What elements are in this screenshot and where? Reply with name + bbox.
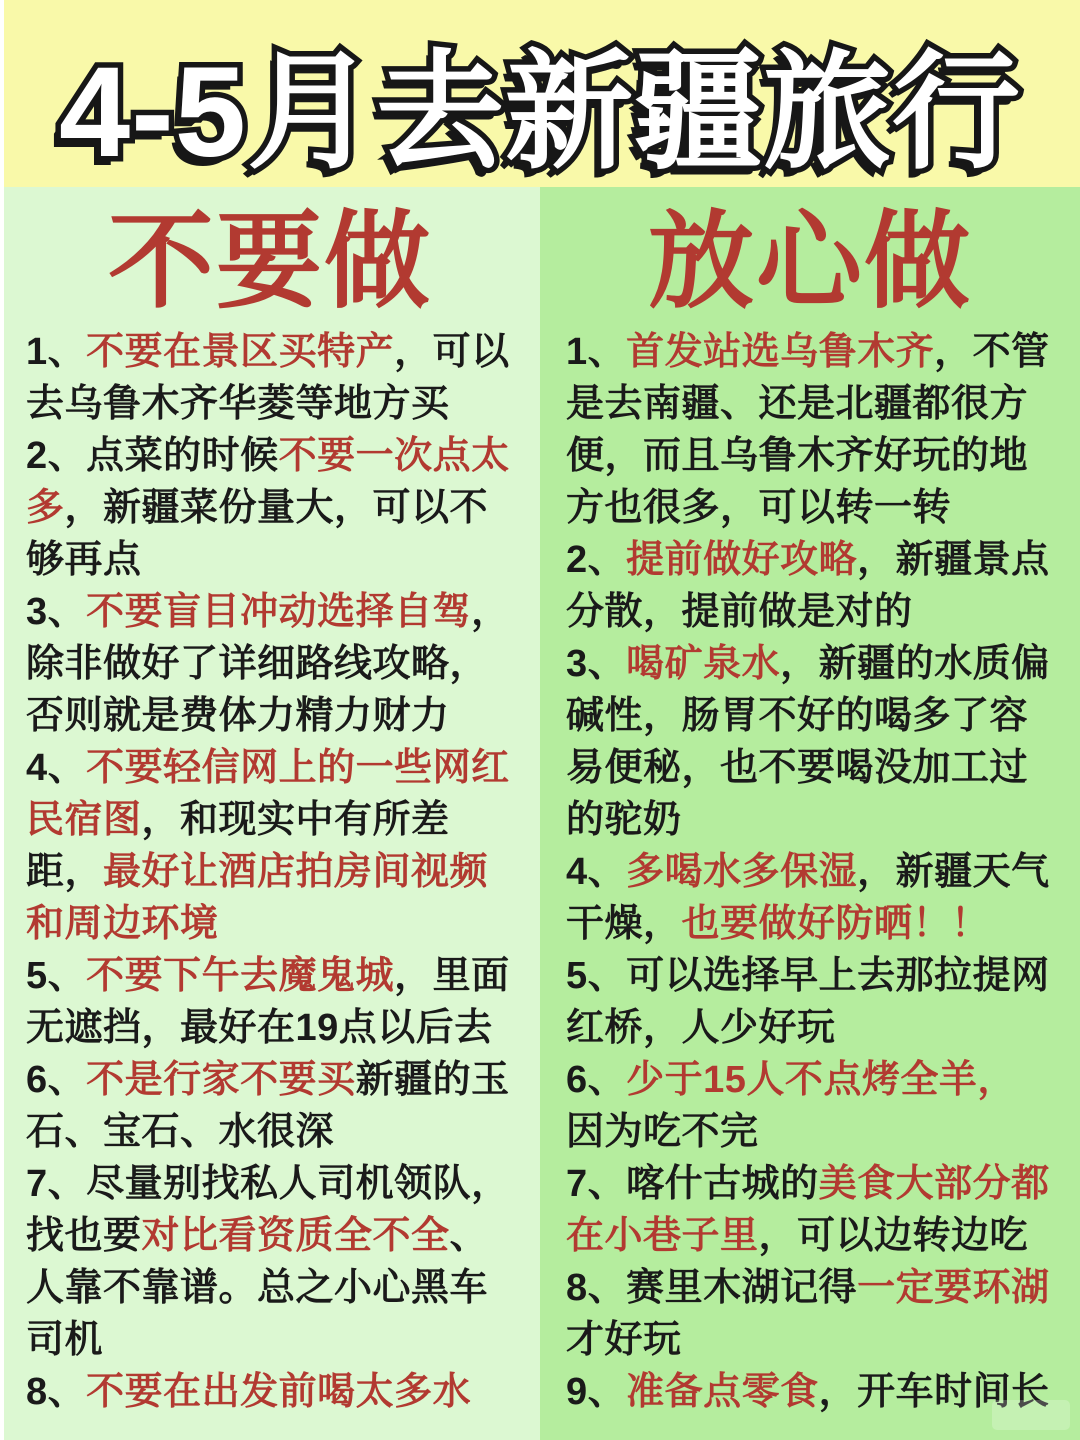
body-text: ，新疆景点分散，提前做是对的 xyxy=(566,539,1050,634)
highlight-text: 少于15人不点烤全羊， xyxy=(626,1059,1016,1102)
body-text: 1、 xyxy=(566,331,627,374)
column-dont xyxy=(0,187,540,1440)
list-item xyxy=(566,638,1054,846)
body-text: ，里面无遮挡，最好在19点以后去 xyxy=(26,955,510,1050)
highlight-text: 喝矿泉水 xyxy=(626,643,781,686)
highlight-text: 最好让酒店拍房间视频和周边环境 xyxy=(26,851,489,946)
column-do-items xyxy=(566,326,1054,1418)
highlight-text: 对比看资质全不全 xyxy=(141,1215,450,1258)
columns-container xyxy=(0,187,1080,1440)
body-text: ，可以去乌鲁木齐华菱等地方买 xyxy=(26,331,510,426)
column-do-heading: 放心做 xyxy=(648,203,972,321)
highlight-text: 多喝水多保湿 xyxy=(626,851,858,894)
body-text: ，不管是去南疆、还是北疆都很方便，而且乌鲁木齐好玩的地方也很多，可以转一转 xyxy=(566,331,1050,530)
body-text: 6、 xyxy=(566,1059,627,1102)
highlight-text: 不要在景区买特产 xyxy=(86,331,395,374)
body-text: 4、 xyxy=(26,747,87,790)
watermark xyxy=(992,1400,1070,1430)
list-item xyxy=(26,586,514,742)
body-text: 3、 xyxy=(26,591,87,634)
list-item xyxy=(566,846,1054,950)
body-text: ，可以边转边吃 xyxy=(758,1215,1029,1258)
list-item xyxy=(26,1054,514,1158)
header-banner xyxy=(0,0,1080,187)
column-dont-items xyxy=(26,326,514,1418)
list-item xyxy=(566,1262,1054,1366)
body-text: ，和现实中有所差距， xyxy=(26,799,450,894)
highlight-text: 一定要环湖 xyxy=(857,1267,1050,1310)
list-item xyxy=(26,742,514,950)
body-text: 2、 xyxy=(566,539,627,582)
list-item xyxy=(26,1158,514,1366)
page-title: 4-5月去新疆旅行 xyxy=(58,40,1021,184)
highlight-text: 提前做好攻略 xyxy=(626,539,858,582)
highlight-text: 不要盲目冲动选择自驾 xyxy=(86,591,472,634)
body-text: ，新疆的水质偏碱性，肠胃不好的喝多了容易便秘，也不要喝没加工过的驼奶 xyxy=(566,643,1050,842)
body-text: 7、喀什古城的 xyxy=(566,1163,819,1206)
body-text: 2、点菜的时候 xyxy=(26,435,279,478)
body-text: 4、 xyxy=(566,851,627,894)
body-text: ，除非做好了详细路线攻略，否则就是费体力精力财力 xyxy=(26,591,510,738)
body-text: 9、 xyxy=(566,1371,627,1414)
body-text: 8、 xyxy=(26,1371,87,1414)
highlight-text: 准备点零食 xyxy=(626,1371,819,1414)
highlight-text: 不要轻信网上的一些网红民宿图 xyxy=(26,747,510,842)
list-item xyxy=(26,950,514,1054)
list-item xyxy=(566,1366,1054,1418)
list-item xyxy=(26,326,514,430)
list-item xyxy=(566,534,1054,638)
body-text: 才好玩 xyxy=(566,1319,682,1362)
column-do xyxy=(540,187,1080,1440)
column-dont-heading: 不要做 xyxy=(108,203,432,321)
body-text: 1、 xyxy=(26,331,87,374)
body-text: ，开车时间长 xyxy=(818,1371,1050,1414)
body-text: ，新疆菜份量大，可以不够再点 xyxy=(26,487,489,582)
highlight-text: 美食大部分都在小巷子里 xyxy=(566,1163,1050,1258)
body-text: 、人靠不靠谱。总之小心黑车司机 xyxy=(26,1215,489,1362)
highlight-text: 首发站选乌鲁木齐 xyxy=(626,331,935,374)
body-text: 5、可以选择早上去那拉提网红桥，人少好玩 xyxy=(566,955,1050,1050)
body-text: 6、 xyxy=(26,1059,87,1102)
list-item xyxy=(566,950,1054,1054)
body-text: 3、 xyxy=(566,643,627,686)
list-item xyxy=(566,326,1054,534)
body-text: 因为吃不完 xyxy=(566,1111,759,1154)
highlight-text: 也要做好防晒！！ xyxy=(681,903,990,946)
body-text: 8、赛里木湖记得 xyxy=(566,1267,858,1310)
highlight-text: 不要下午去魔鬼城 xyxy=(86,955,395,998)
highlight-text: 不要一次点太多 xyxy=(26,435,510,530)
highlight-text: 不要在出发前喝太多水 xyxy=(86,1371,472,1414)
list-item xyxy=(26,1366,514,1418)
body-text: 5、 xyxy=(26,955,87,998)
list-item xyxy=(566,1054,1054,1158)
list-item xyxy=(26,430,514,586)
left-edge-strip xyxy=(0,0,4,1440)
body-text: 7、尽量别找私人司机领队，找也要 xyxy=(26,1163,510,1258)
highlight-text: 不是行家不要买 xyxy=(86,1059,356,1102)
list-item xyxy=(566,1158,1054,1262)
body-text: ，新疆天气干燥， xyxy=(566,851,1050,946)
body-text: 新疆的玉石、宝石、水很深 xyxy=(26,1059,510,1154)
